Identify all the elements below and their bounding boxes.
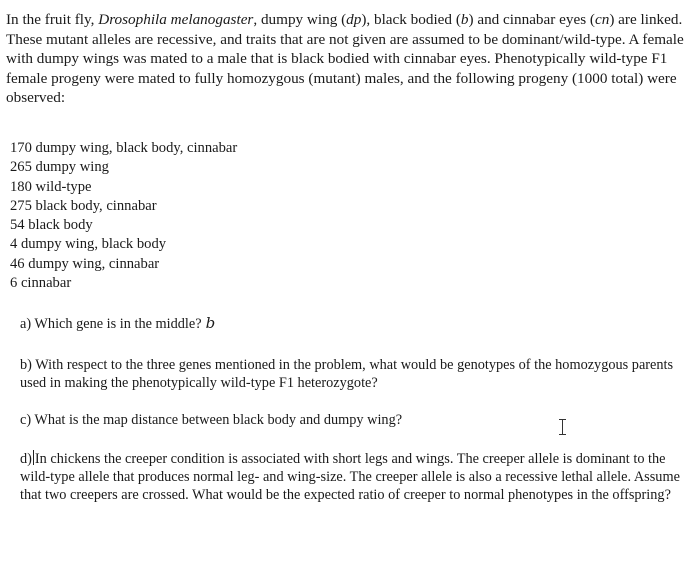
problem-intro bbox=[6, 10, 692, 108]
progeny-count: 265 bbox=[10, 159, 32, 176]
progeny-count: 275 bbox=[10, 197, 32, 214]
progeny-item bbox=[10, 255, 410, 274]
progeny-item bbox=[10, 197, 410, 216]
progeny-item bbox=[10, 178, 410, 197]
progeny-phenotype: cinnabar bbox=[20, 275, 72, 292]
intro-text-2: , dumpy wing ( bbox=[253, 11, 347, 28]
cn-symbol: cn bbox=[594, 11, 610, 28]
progeny-count: 4 bbox=[10, 236, 18, 253]
progeny-count: 170 bbox=[10, 140, 32, 156]
question-d-text: In chickens the creeper condition is associated with short legs and wings. The creeper allele is dominant to the wild-type allele that produces normal leg- and wing-size. The creeper allele is also a recessive lethal allele. Assume that two creepers are crossed. What would be the expected ratio of creeper to normal phenotypes in the offspring? bbox=[20, 451, 680, 503]
progeny-phenotype: dumpy wing bbox=[35, 159, 109, 176]
progeny-item bbox=[10, 158, 410, 177]
progeny-phenotype: dumpy wing, black body, cinnabar bbox=[35, 140, 238, 156]
progeny-count: 46 bbox=[10, 255, 25, 272]
intro-text-1: In the fruit fly, bbox=[6, 11, 99, 28]
intro-text-5: ) are linked. These mutant alleles are recessive, and traits that are not given are assumed to be dominant/wild-type. A female with dumpy wings was mated to a male that is black bodied with cinnabar eyes. Phenotypically wild-type F1 female progeny were mated to fully homozygous (mutant) males, and the following progeny (1000 total) were observed: bbox=[6, 11, 684, 107]
question-a bbox=[20, 314, 685, 333]
text-cursor-icon bbox=[558, 418, 568, 436]
progeny-phenotype: black body bbox=[28, 217, 93, 234]
progeny-count: 54 bbox=[10, 217, 25, 234]
question-a-text: a) Which gene is in the middle? bbox=[20, 316, 202, 332]
question-d bbox=[20, 450, 685, 504]
question-c-text: c) What is the map distance between black body and dumpy wing? bbox=[20, 412, 403, 428]
question-d-label: d) bbox=[20, 451, 32, 467]
progeny-phenotype: black body, cinnabar bbox=[35, 197, 157, 214]
intro-text-4: ) and cinnabar eyes ( bbox=[468, 11, 595, 28]
progeny-phenotype: wild-type bbox=[35, 178, 92, 195]
text-caret bbox=[33, 450, 34, 465]
question-a-answer: b bbox=[205, 314, 216, 332]
progeny-item bbox=[10, 216, 410, 235]
question-b bbox=[20, 356, 685, 392]
progeny-count: 180 bbox=[10, 178, 32, 195]
progeny-item bbox=[10, 274, 410, 293]
progeny-list bbox=[10, 139, 410, 293]
progeny-count: 6 bbox=[10, 275, 18, 292]
dp-symbol: dp bbox=[346, 11, 362, 28]
progeny-phenotype: dumpy wing, cinnabar bbox=[28, 255, 160, 272]
progeny-item bbox=[10, 139, 410, 158]
question-b-text: b) With respect to the three genes mentioned in the problem, what would be genotypes of the homozygous parents used in making the phenotypically wild-type F1 heterozygote? bbox=[20, 357, 674, 391]
intro-text-3: ), black bodied ( bbox=[361, 11, 461, 28]
intro-paragraph bbox=[6, 10, 692, 108]
progeny-phenotype: dumpy wing, black body bbox=[20, 236, 167, 253]
question-c bbox=[20, 411, 685, 429]
species-name: Drosophila melanogaster bbox=[98, 11, 254, 28]
b-symbol: b bbox=[460, 11, 469, 28]
progeny-item bbox=[10, 235, 410, 254]
